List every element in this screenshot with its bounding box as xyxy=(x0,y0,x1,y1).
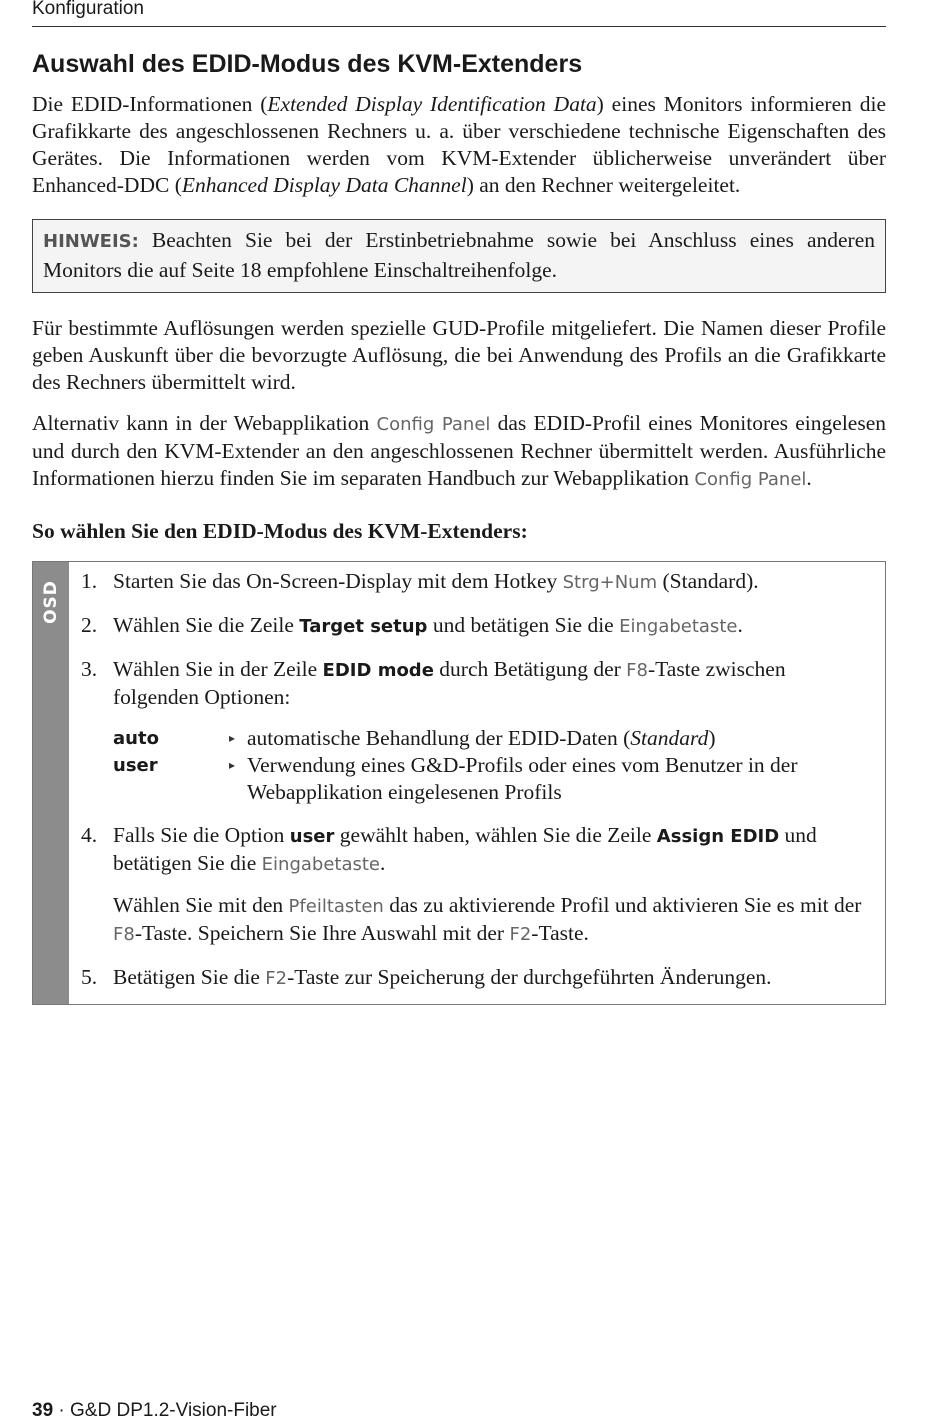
intro-text-3: ) an den Rechner weitergeleitet. xyxy=(466,173,741,197)
para3-text-2: das EDID-Profil eines Monitores eingelesen und durch den KVM-Extender an den angeschlossenen Rechner übermittelt werden. Ausführliche Informationen hierzu finden Sie im separaten Handbuch zur Webapplikation xyxy=(32,411,886,490)
step-number: 3. xyxy=(81,657,98,681)
step-text: das zu aktivierende Profil und aktivieren Sie es mit der xyxy=(383,893,862,917)
step-body xyxy=(113,964,869,992)
note-text: Beachten Sie bei der Erstinbetriebnahme sowie bei Anschluss eines anderen Monitors die auf Seite 18 empfohlene Einschaltreihenfolge. xyxy=(43,228,875,282)
config-panel-term: Config Panel xyxy=(694,469,807,490)
intro-term-ddc: Enhanced Display Data Channel xyxy=(181,173,467,197)
step-body xyxy=(113,568,869,596)
section-header: Konfiguration xyxy=(32,0,886,27)
step-text: Starten Sie das On-Screen-Display mit dem Hotkey xyxy=(113,569,563,593)
option-term: user xyxy=(289,826,335,847)
key-term: F8 xyxy=(113,924,135,945)
step-text: -Taste. Speichern Sie Ihre Auswahl mit der xyxy=(134,921,510,945)
product-name: G&D DP1.2-Vision-Fiber xyxy=(70,1400,277,1421)
para3-text-1: Alternativ kann in der Webapplikation xyxy=(32,411,377,435)
step-text: . xyxy=(737,613,743,637)
step-text: und betätigen Sie die xyxy=(427,613,620,637)
step-text: Falls Sie die Option xyxy=(113,823,290,847)
intro-text-2: ) eines Monitors informieren die Grafikkarte des angeschlossenen Rechners u. a. über verschiedene technische Eigenschaften des Gerätes. Die Informationen werden vom KVM-Extender üblicherweise unverändert über Enhanced-DDC ( xyxy=(32,92,887,197)
option-description: Verwendung eines G&D-Profils oder eines vom Benutzer in der Webapplikation eingelesenen Profils xyxy=(247,753,798,804)
option-desc-text: ) xyxy=(708,726,716,750)
footer-separator: · xyxy=(53,1400,71,1421)
step-body xyxy=(113,612,869,640)
key-term: Pfeiltasten xyxy=(288,896,384,917)
arrow-right-icon: ▸ xyxy=(229,731,236,745)
option-name: user xyxy=(113,755,158,776)
key-term: F2 xyxy=(509,924,532,945)
step-4 xyxy=(79,822,869,948)
step-text: -Taste. xyxy=(531,921,589,945)
step-text: und betätigen Sie die xyxy=(113,823,817,875)
howto-heading: So wählen Sie den EDID-Modus des KVM-Extenders: xyxy=(32,519,528,543)
intro-term-edid: Extended Display Identification Data xyxy=(267,92,597,116)
step-body xyxy=(113,822,869,948)
option-desc-text: automatische Behandlung der EDID-Daten ( xyxy=(247,726,631,750)
note-label: HINWEIS: xyxy=(43,231,139,252)
arrow-right-icon: ▸ xyxy=(229,758,236,772)
menu-item-term: Target setup xyxy=(299,616,428,637)
option-name: auto xyxy=(113,728,159,749)
step-2 xyxy=(79,612,869,640)
page-title: Auswahl des EDID-Modus des KVM-Extenders xyxy=(32,50,583,78)
step-3 xyxy=(79,656,869,806)
key-term: Eingabetaste xyxy=(619,616,738,637)
config-panel-term: Config Panel xyxy=(376,414,491,435)
osd-tab-label: OSD xyxy=(41,580,61,624)
key-term: Eingabetaste xyxy=(261,854,381,875)
menu-item-term: Assign EDID xyxy=(656,826,780,847)
step-text: -Taste zur Speicherung der durchgeführten Änderungen. xyxy=(287,965,772,989)
option-user xyxy=(113,752,869,806)
step-text: Wählen Sie mit den xyxy=(113,893,289,917)
gud-profiles-paragraph: Für bestimmte Auflösungen werden spezielle GUD-Profile mitgeliefert. Die Namen dieser Profile geben Auskunft über die bevorzugte Auflösung, die bei Anwendung des Profils an die Grafikkarte des Rechners übermittelt wird. xyxy=(32,316,886,394)
step-text: Betätigen Sie die xyxy=(113,965,266,989)
step-1 xyxy=(79,568,869,596)
option-description xyxy=(247,725,869,752)
page-footer xyxy=(32,1400,277,1422)
step-text: durch Betätigung der xyxy=(433,657,627,681)
step-number: 4. xyxy=(81,823,98,847)
config-panel-paragraph xyxy=(32,410,886,493)
step-number: 2. xyxy=(81,613,98,637)
step-text: Wählen Sie in der Zeile xyxy=(113,657,323,681)
osd-tab xyxy=(33,562,69,1004)
intro-paragraph xyxy=(32,91,886,199)
key-term: F2 xyxy=(265,968,288,989)
step-text: -Taste zwischen folgenden Optionen: xyxy=(113,657,786,709)
step-number: 5. xyxy=(81,965,98,989)
osd-instructions-box xyxy=(32,561,886,1005)
page xyxy=(32,0,886,1005)
step-text: Wählen Sie die Zeile xyxy=(113,613,300,637)
step-5 xyxy=(79,964,869,992)
note-box xyxy=(32,219,886,293)
option-auto xyxy=(113,725,869,752)
step-number: 1. xyxy=(81,569,98,593)
osd-steps xyxy=(69,562,885,1004)
intro-text-1: Die EDID-Informationen ( xyxy=(32,92,268,116)
option-list xyxy=(113,725,869,806)
hotkey-term: Strg+Num xyxy=(562,572,658,593)
step-text: (Standard). xyxy=(657,569,759,593)
option-desc-emphasis: Standard xyxy=(630,726,709,750)
para3-text-3: . xyxy=(806,466,812,490)
page-number: 39 xyxy=(32,1400,54,1421)
step-text: gewählt haben, wählen Sie die Zeile xyxy=(334,823,657,847)
menu-item-term: EDID mode xyxy=(322,660,434,681)
key-term: F8 xyxy=(626,660,648,681)
step-body xyxy=(113,656,869,806)
step-text: . xyxy=(380,851,386,875)
